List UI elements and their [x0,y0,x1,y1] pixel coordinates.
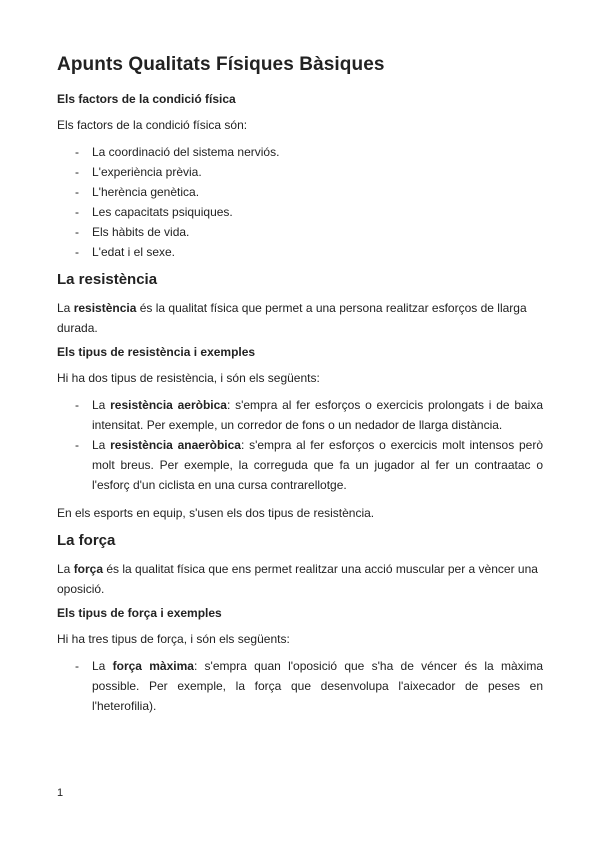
forca-types-intro: Hi ha tres tipus de força, i són els següents: [57,632,290,646]
list-dash: - [75,205,79,219]
resistencia-heading: La resistència [57,271,158,288]
resistencia-types-heading: Els tipus de resistència i exemples [57,345,256,359]
forca-types-heading: Els tipus de força i exemples [57,606,222,620]
list-item: - Els hàbits de vida. [57,222,543,242]
document-title: Apunts Qualitats Físiques Bàsiques [57,54,385,75]
list-item: - La coordinació del sistema nerviós. [57,142,543,162]
forca-heading: La força [57,532,116,549]
list-item: - L'experiència prèvia. [57,162,543,182]
resistencia-definition: La resistència és la qualitat física que permet a una persona realitzar esforços de llarga durada. [57,301,527,335]
list-item: - La resistència anaeròbica: s'empra al fer esforços o exercicis molt intensos però molt breus. Per exemple, la correguda que fa un jugador al fer un contraatac o l'esforç d'un ciclista en una cursa contrarellotge. [57,435,543,495]
list-item: - Les capacitats psiquiques. [57,202,543,222]
list-dash: - [75,398,79,412]
document-page [57,54,543,724]
forca-definition: La força és la qualitat física que ens permet realitzar una acció muscular per a vèncer una oposició. [57,562,538,596]
page-number: 1 [57,787,64,799]
list-item: - L'edat i el sexe. [57,242,543,262]
list-item: - La resistència aeròbica: s'empra al fer esforços o exercicis prolongats i de baixa intensitat. Per exemple, un corredor de fons o un nedador de llarga distància. [57,395,543,435]
list-dash: - [75,659,79,673]
list-dash: - [75,165,79,179]
forca-types-list [57,656,543,716]
list-item: - La força màxima: s'empra quan l'oposició que s'ha de véncer és la màxima possible. Per exemple, la força que desenvolupa l'aixecador de peses en l'heterofilia). [57,656,543,716]
list-dash: - [75,245,79,259]
factors-list [57,142,543,262]
resistencia-types-list [57,395,543,495]
resistencia-note: En els esports en equip, s'usen els dos tipus de resistència. [57,506,375,520]
list-dash: - [75,225,79,239]
factors-intro: Els factors de la condició física són: [57,118,248,132]
list-dash: - [75,145,79,159]
list-dash: - [75,185,79,199]
resistencia-types-intro: Hi ha dos tipus de resistència, i són els següents: [57,371,320,385]
list-dash: - [75,438,79,452]
factors-heading: Els factors de la condició física [57,92,236,106]
list-item: - L'herència genètica. [57,182,543,202]
